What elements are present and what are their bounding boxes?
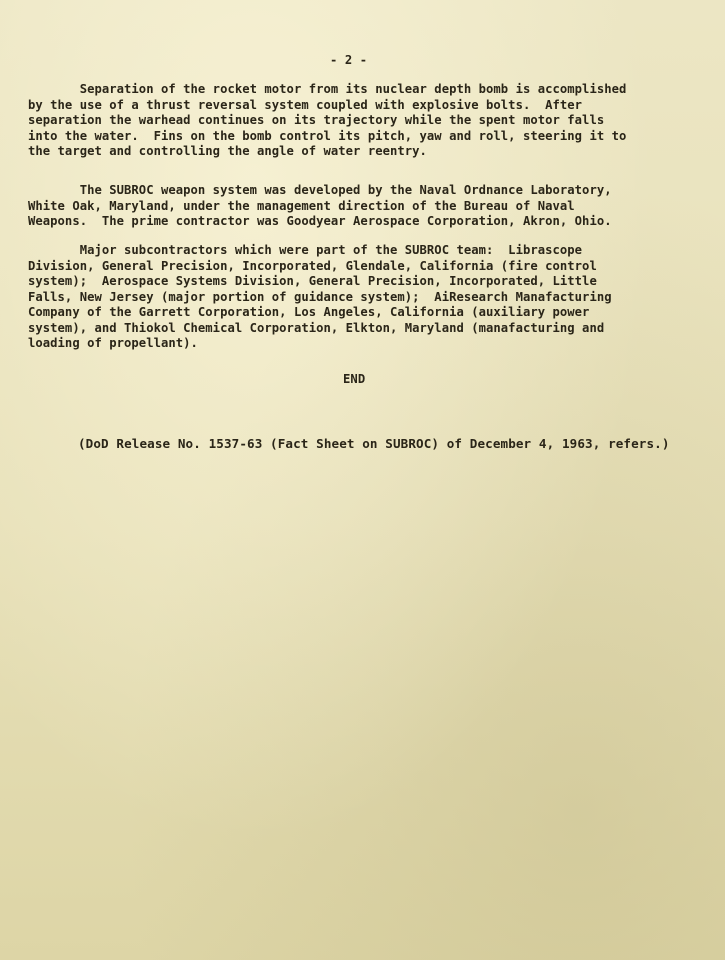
paragraph-line: White Oak, Maryland, under the management direction of the Bureau of Naval: [28, 198, 575, 213]
release-reference: (DoD Release No. 1537-63 (Fact Sheet on SUBROC) of December 4, 1963, refers.): [78, 436, 670, 451]
paragraph-line: by the use of a thrust reversal system coupled with explosive bolts. After: [28, 97, 583, 112]
paragraph-line: Division, General Precision, Incorporated, Glendale, California (fire control: [28, 258, 597, 273]
paragraph-development: [28, 183, 688, 230]
paragraph-line: Separation of the rocket motor from its nuclear depth bomb is accomplished: [28, 82, 627, 96]
paragraph-line: Weapons. The prime contractor was Goodyear Aerospace Corporation, Akron, Ohio.: [28, 214, 612, 228]
paragraph-line: Major subcontractors which were part of the SUBROC team: Librascope: [28, 243, 583, 257]
paragraph-line: The SUBROC weapon system was developed by the Naval Ordnance Laboratory,: [28, 183, 612, 197]
end-mark: END: [343, 372, 366, 386]
paragraph-rocket-separation: [28, 82, 688, 160]
paragraph-line: system); Aerospace Systems Division, General Precision, Incorporated, Little: [28, 274, 597, 288]
paragraph-line: separation the warhead continues on its trajectory while the spent motor falls: [28, 113, 605, 127]
paragraph-line: loading of propellant).: [28, 336, 198, 350]
paragraph-line: Falls, New Jersey (major portion of guidance system); AiResearch Manafacturing: [28, 289, 612, 304]
paragraph-line: Company of the Garrett Corporation, Los Angeles, California (auxiliary power: [28, 305, 590, 319]
paragraph-line: system), and Thiokol Chemical Corporation, Elkton, Maryland (manafacturing and: [28, 320, 605, 335]
paragraph-line: the target and controlling the angle of water reentry.: [28, 144, 427, 158]
paragraph-subcontractors: [28, 243, 688, 352]
page-number: - 2 -: [330, 53, 368, 67]
paragraph-line: into the water. Fins on the bomb control its pitch, yaw and roll, steering it to: [28, 128, 627, 143]
